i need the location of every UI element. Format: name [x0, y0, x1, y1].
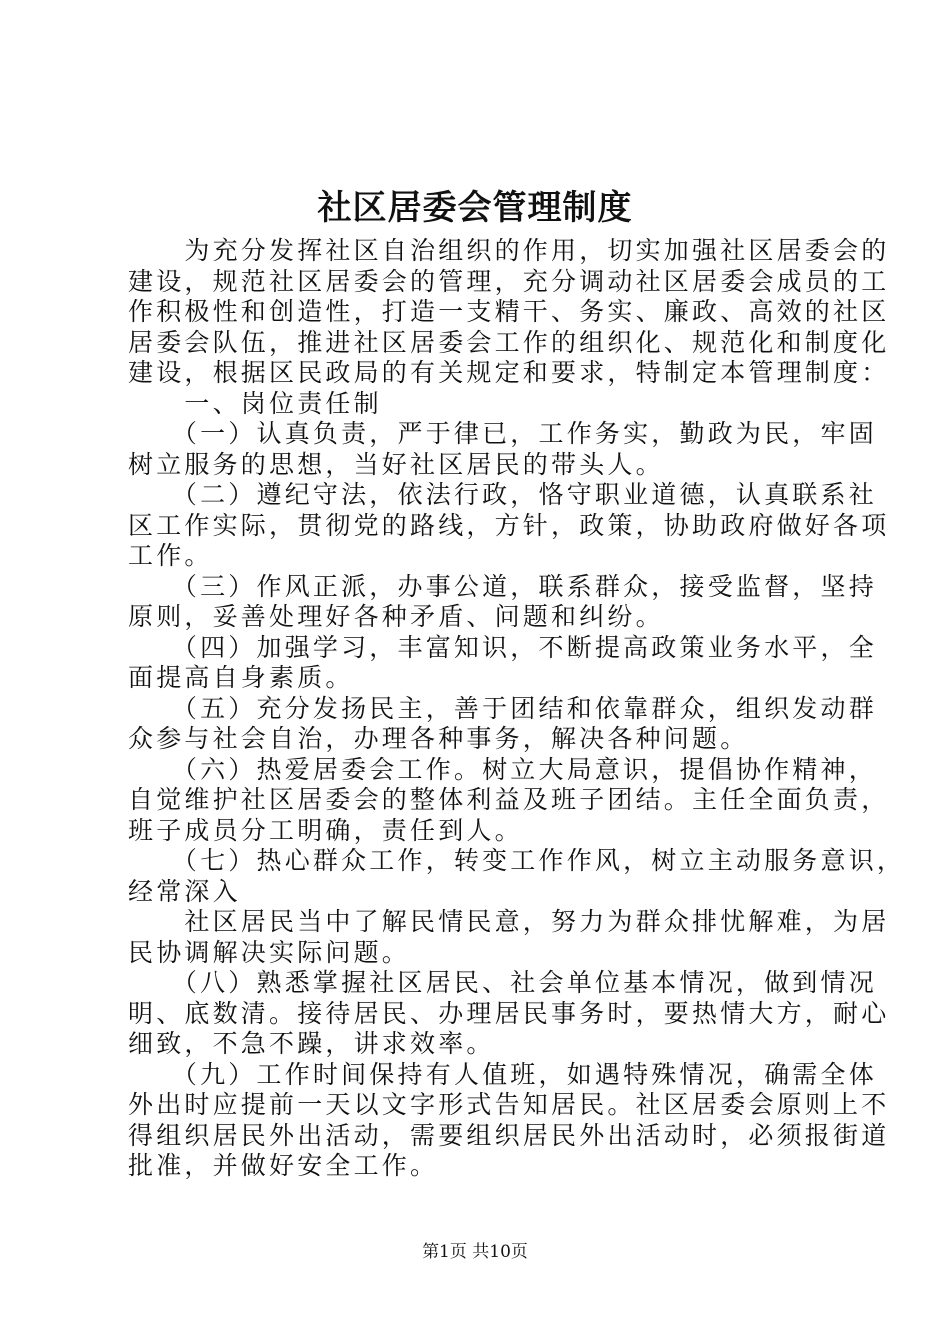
body-text-line: 明、底数清。接待居民、办理居民事务时，要热情大方，耐心 — [128, 998, 890, 1028]
body-text-line: 外出时应提前一天以文字形式告知居民。社区居委会原则上不 — [128, 1090, 890, 1119]
body-text-line: 经常深入 — [128, 876, 241, 906]
body-text-line: 得组织居民外出活动，需要组织居民外出活动时，必须报街道 — [128, 1120, 890, 1150]
body-text-line: 作积极性和创造性，打造一支精干、务实、廉政、高效的社区 — [128, 297, 890, 326]
body-text-line: 原则，妥善处理好各种矛盾、问题和纠纷。 — [128, 602, 664, 631]
body-text-line: 自觉维护社区居委会的整体利益及班子团结。主任全面负责， — [128, 785, 890, 814]
body-text-line: 区工作实际，贯彻党的路线，方针，政策，协助政府做好各项 — [128, 510, 890, 540]
body-text-line: （九）工作时间保持有人值班，如遇特殊情况，确需全体 — [128, 1059, 877, 1089]
body-text-line: 批准，并做好安全工作。 — [128, 1151, 439, 1180]
body-text-line: 建设，根据区民政局的有关规定和要求，特制定本管理制度： — [128, 358, 890, 387]
body-text-line: 工作。 — [128, 541, 213, 570]
body-text-line: 民协调解决实际问题。 — [128, 937, 411, 967]
body-text-line: 为充分发挥社区自治组织的作用，切实加强社区居委会的 — [128, 236, 890, 265]
body-text-line: （五）充分发扬民主，善于团结和依靠群众，组织发动群 — [128, 693, 877, 723]
body-text-line: 班子成员分工明确，责任到人。 — [128, 815, 523, 845]
body-text-line: （四）加强学习，丰富知识，不断提高政策业务水平，全 — [128, 632, 877, 662]
body-text-line: 居委会队伍，推进社区居委会工作的组织化、规范化和制度化 — [128, 327, 890, 357]
body-text-line: 众参与社会自治，办理各种事务，解决各种问题。 — [128, 724, 749, 753]
body-text-line: 社区居民当中了解民情民意，努力为群众排忧解难，为居 — [128, 907, 890, 936]
body-text-line: （六）热爱居委会工作。树立大局意识，提倡协作精神， — [128, 754, 877, 784]
body-text-line: 面提高自身素质。 — [128, 663, 354, 692]
body-text-line: （二）遵纪守法，依法行政，恪守职业道德，认真联系社 — [128, 480, 877, 509]
page-footer: 第1页 共10页 — [422, 1242, 528, 1262]
body-text-line: 树立服务的思想，当好社区居民的带头人。 — [128, 449, 664, 479]
body-text-line: （一）认真负责，严于律已，工作务实，勤政为民，牢固 — [128, 419, 877, 448]
body-text-line: （七）热心群众工作，转变工作作风，树立主动服务意识， — [128, 846, 906, 875]
document-body — [128, 236, 906, 1182]
document-title: 社区居委会管理制度 — [317, 188, 633, 228]
body-text-line: （八）熟悉掌握社区居民、社会单位基本情况，做到情况 — [128, 968, 877, 997]
body-text-line: 建设，规范社区居委会的管理，充分调动社区居委会成员的工 — [128, 266, 890, 296]
body-text-line: （三）作风正派，办事公道，联系群众，接受监督，坚持 — [128, 571, 877, 601]
body-text-line: 一、岗位责任制 — [128, 388, 382, 418]
body-text-line: 细致，不急不躁，讲求效率。 — [128, 1029, 495, 1058]
